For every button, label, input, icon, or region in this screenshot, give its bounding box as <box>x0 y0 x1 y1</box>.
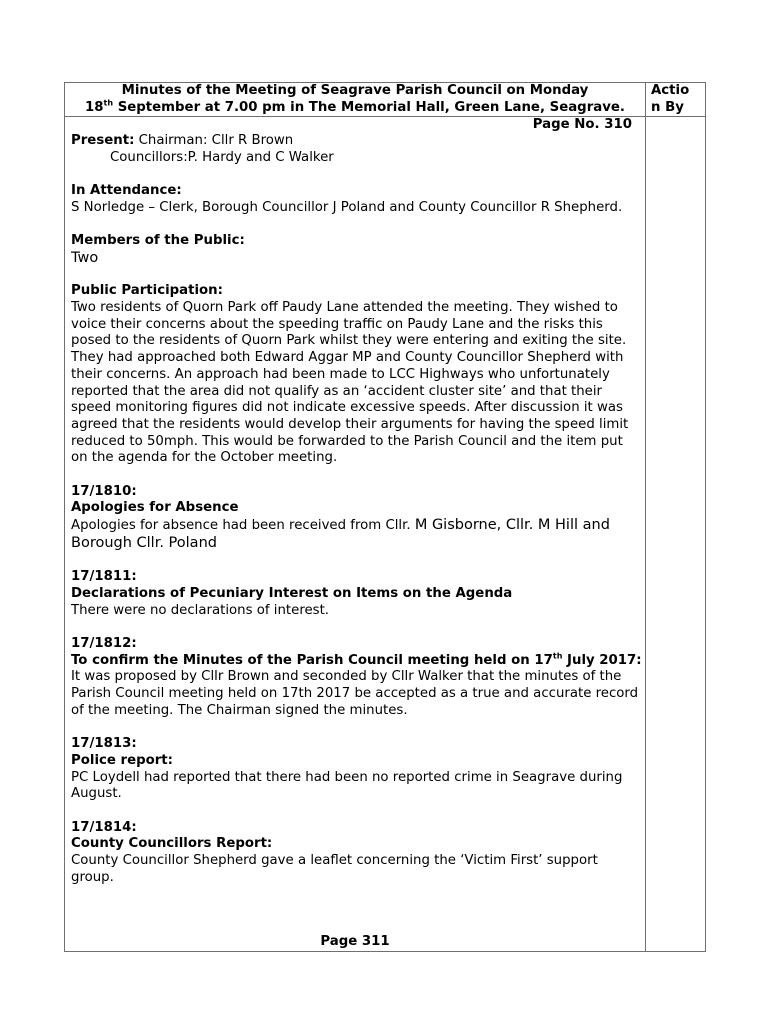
minutes-body <box>71 133 643 887</box>
present-label: Present: <box>71 133 135 148</box>
title-date-day: 18 <box>85 99 104 115</box>
attendance-text: S Norledge – Clerk, Borough Councillor J Poland and County Councillor R Shepherd. <box>71 199 623 215</box>
title-line-2 <box>66 100 644 117</box>
present-chairman: Chairman: Cllr R Brown <box>134 133 294 148</box>
action-by-heading <box>651 83 703 116</box>
item-1812-text: It was proposed by Cllr Brown and seconded by Cllr Walker that the minutes of the Parish Council meeting held on 17th 2017 be accepted as a true and accurate record of the meeting. The Chairman signed the minutes. <box>71 669 639 718</box>
public-participation-label: Public Participation: <box>71 283 223 299</box>
item-1813-text: PC Loydell had reported that there had been no reported crime in Seagrave during August. <box>71 769 623 802</box>
item-1812-title-b: July 2017: <box>562 652 642 668</box>
item-1812-title <box>71 653 643 670</box>
item-1812-title-a: To confirm the Minutes of the Parish Council meeting held on 17 <box>71 652 553 668</box>
title-line-1: Minutes of the Meeting of Seagrave Parish Council on Monday <box>121 83 589 98</box>
item-1810-number: 17/1810: <box>71 483 137 499</box>
item-1811-title: Declarations of Pecuniary Interest on Items on the Agenda <box>71 585 513 601</box>
action-by-line-2: n By <box>651 99 684 115</box>
item-1810-text-a: Apologies for absence had been received from Cllr. <box>71 518 415 534</box>
present-section <box>71 133 643 150</box>
title-line-2-rest: September at 7.00 pm in The Memorial Hall, Green Lane, Seagrave. <box>113 99 625 115</box>
public-participation-text: Two residents of Quorn Park off Paudy Lane attended the meeting. They wished to voice their concerns about the speeding traffic on Paudy Lane and the risks this posed to the residents of Quorn Park whilst they were entering and exiting the site. They had approached both Edward Aggar MP and County Councillor Shepherd with their concerns. An approach had been made to LCC Highways who unfortunately reported that the area did not qualify as an ‘accident cluster site’ and that their speed monitoring figures did not indicate excessive speeds. After discussion it was agreed that the residents would develop their arguments for having the speed limit reduced to 50mph. This would be forwarded to the Parish Council and the item put on the agenda for the October meeting. <box>71 299 629 466</box>
item-1811-number: 17/1811: <box>71 569 137 585</box>
action-by-line-1: Actio <box>651 83 690 98</box>
public-members-label: Members of the Public: <box>71 233 245 249</box>
item-1810-title: Apologies for Absence <box>71 500 239 516</box>
item-1810-text <box>71 517 643 552</box>
item-1812-title-sup: th <box>552 651 563 661</box>
item-1811-text: There were no declarations of interest. <box>71 602 330 618</box>
column-divider <box>645 82 646 952</box>
item-1814-number: 17/1814: <box>71 819 137 835</box>
page-number-top: Page No. 310 <box>532 117 632 132</box>
present-councillors: Councillors:P. Hardy and C Walker <box>110 149 334 165</box>
attendance-label: In Attendance: <box>71 183 182 199</box>
item-1813-number: 17/1813: <box>71 736 137 752</box>
item-1814-text: County Councillor Shepherd gave a leaflet concerning the ‘Victim First’ support group. <box>71 853 598 885</box>
item-1813-title: Police report: <box>71 752 173 768</box>
title-date-suffix: th <box>103 98 114 108</box>
item-1814-title: County Councillors Report: <box>71 836 273 852</box>
item-1810-text-b: M Gisborne, Cllr. M Hill and Borough Cllr. Poland <box>71 517 610 551</box>
item-1812-number: 17/1812: <box>71 636 137 651</box>
minutes-title <box>66 83 644 116</box>
page-number-bottom: Page 311 <box>320 934 390 949</box>
public-members-text: Two <box>71 249 99 266</box>
